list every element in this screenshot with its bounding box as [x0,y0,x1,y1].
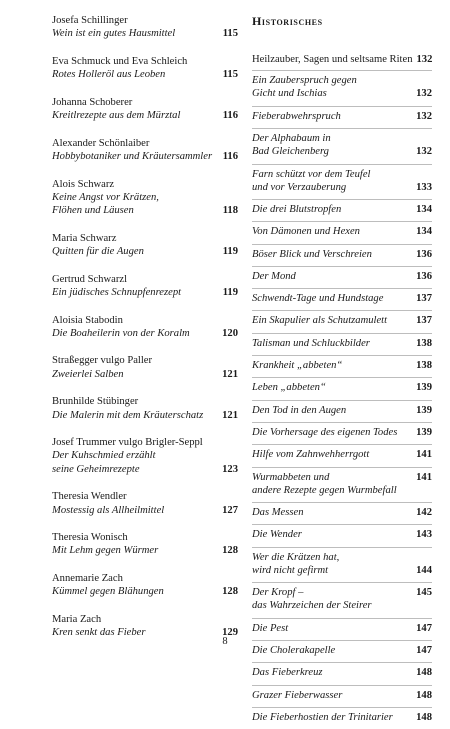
toc-item [252,448,432,461]
toc-item [252,404,432,417]
item-title: Den Tod in den Augen [252,404,347,416]
item-title: Grazer Fieberwasser [252,689,343,701]
item-title: Wer die Krätzen hat, [252,551,340,563]
entry-author: Josef Trummer vulgo Brigler-Seppl [52,437,203,449]
divider [252,128,432,129]
divider [252,467,432,468]
toc-item [252,622,432,635]
item-page: 138 [416,337,432,349]
toc-item [252,132,432,158]
toc-entry [52,436,238,476]
entry-page: 118 [222,205,238,217]
entry-page: 127 [222,504,238,516]
toc-item [252,314,432,327]
entry-title: Kren senkt das Fieber [52,627,146,639]
toc-item [252,74,432,100]
toc-entry [52,314,238,340]
item-page: 137 [416,293,432,305]
toc-entry [52,232,238,258]
item-title: Hilfe vom Zahnwehherrgott [252,449,370,461]
item-page: 134 [416,204,432,215]
toc-item [252,292,432,305]
entry-author: Brunhilde Stübinger [52,396,139,408]
toc-entry [52,137,238,163]
item-title: Das Fieberkreuz [252,667,323,679]
toc-item [252,689,432,702]
divider [252,707,432,708]
item-page: 141 [416,449,432,461]
chapter-title: Heilzauber, Sagen und seltsame Riten [252,54,413,65]
divider [252,70,432,71]
item-page: 142 [416,507,432,519]
entry-title: seine Geheimrezepte [52,463,140,475]
item-page: 133 [416,181,432,193]
divider [252,199,432,200]
entry-author: Annemarie Zach [52,573,123,585]
toc-item [252,528,432,541]
divider [252,524,432,525]
item-title: Die Cholerakapelle [252,644,336,656]
item-title: Talisman und Schluckbilder [252,337,370,349]
entry-author: Alois Schwarz [52,178,115,190]
entry-page: 119 [222,286,238,298]
item-title: Die Wender [252,529,302,541]
item-title: Bad Gleichenberg [252,146,329,158]
toc-item [252,359,432,372]
item-title: Das Messen [252,507,304,519]
item-title: Leben „abbeten“ [252,382,326,394]
item-title: wird nicht gefirmt [252,564,329,576]
divider [252,618,432,619]
toc-item [252,381,432,394]
entry-author: Josefa Schillinger [52,15,128,26]
right-column [252,14,432,729]
toc-item [252,225,432,238]
entry-title: Kreitlrezepte aus dem Mürztal [52,110,181,122]
entry-page: 119 [222,245,238,257]
item-title: Böser Blick und Verschreien [252,248,372,260]
item-page: 136 [416,248,432,260]
entry-title: Flöhen und Läusen [52,205,134,217]
divider [252,244,432,245]
toc-item [252,426,432,439]
chapter-heading [252,53,432,66]
entry-title: Rotes Holleröl aus Leoben [52,69,166,81]
entry-author: Gertrud Schwarzl [52,273,128,285]
entry-page: 121 [222,368,238,380]
toc-item [252,203,432,216]
entry-page: 121 [222,409,238,421]
toc-entry [52,395,238,421]
toc-item [252,551,432,577]
entry-author: Maria Zach [52,614,102,626]
entry-title: Die Boaheilerin von der Koralm [52,327,190,339]
toc-entry [52,273,238,299]
item-page: 147 [416,622,432,634]
divider [252,444,432,445]
entry-title: Zweierlei Salben [52,368,124,380]
entry-page: 123 [222,463,238,475]
divider [252,106,432,107]
item-title: Schwendt-Tage und Hundstage [252,293,384,305]
divider [252,333,432,334]
entry-page: 128 [222,586,238,598]
entry-title: Quitten für die Augen [52,245,144,257]
item-title: Die Pest [252,622,289,634]
entry-title: Ein jüdisches Schnupfenrezept [52,286,182,298]
item-page: 148 [416,711,432,723]
item-title: Krankheit „abbeten“ [252,360,343,372]
toc-entry [52,572,238,598]
entry-page: 116 [222,150,238,162]
entry-title: Keine Angst vor Krätzen, [52,191,159,203]
divider [252,288,432,289]
entry-author: Straßegger vulgo Paller [52,355,153,367]
item-title: Farn schützt vor dem Teufel [252,168,371,180]
item-page: 139 [416,382,432,394]
entry-page: 115 [222,28,238,40]
item-page: 132 [416,146,432,158]
entry-author: Theresia Wendler [52,491,127,503]
entry-page: 120 [222,327,238,339]
toc-entry [52,178,238,218]
item-title: Der Kropf – [252,587,304,599]
divider [252,355,432,356]
entry-page: 116 [222,110,238,122]
entry-title: Kümmel gegen Blähungen [52,586,164,598]
item-page: 132 [416,110,432,122]
toc-entry [52,55,238,81]
item-page: 145 [416,587,432,599]
entry-page: 128 [222,545,238,557]
item-title: andere Rezepte gegen Wurmbefall [252,484,397,496]
item-page: 148 [416,667,432,679]
divider [252,422,432,423]
item-title: Die Fieberhostien der Trinitarier [252,711,393,723]
item-title: Der Alphabaum in [252,133,331,144]
divider [252,266,432,267]
item-page: 148 [416,689,432,701]
entry-author: Theresia Wonisch [52,532,128,544]
entry-title: Hobbybotaniker und Kräutersammler [52,150,213,162]
item-page: 134 [416,226,432,238]
divider [252,685,432,686]
entry-author: Alexander Schönlaiber [52,137,150,149]
item-page: 138 [416,360,432,372]
toc-entry [52,354,238,380]
toc-item [252,248,432,261]
item-title: Die Vorhersage des eigenen Todes [252,426,398,438]
entry-author: Eva Schmuck und Eva Schleich [52,55,188,67]
divider [252,310,432,311]
divider [252,547,432,548]
item-title: Der Mond [252,270,296,282]
toc-entry [52,490,238,516]
item-page: 137 [416,315,432,327]
entry-author: Aloisia Stabodin [52,314,123,326]
item-page: 139 [416,404,432,416]
item-title: Gicht und Ischias [252,88,327,100]
toc-item [252,168,432,194]
entry-title: Mostessig als Allheilmittel [52,504,165,516]
page-number: 8 [222,636,228,647]
item-page: 136 [416,270,432,282]
item-title: Die drei Blutstropfen [252,204,342,215]
entry-page: 115 [222,69,238,81]
toc-item [252,337,432,350]
divider [252,582,432,583]
item-page: 139 [416,426,432,438]
entry-page: 129 [222,627,238,639]
item-title: Wurmabbeten und [252,471,330,483]
item-page: 141 [416,471,432,483]
divider [252,502,432,503]
toc-item [252,270,432,283]
toc-item [252,586,432,612]
item-title: und vor Verzauberung [252,181,347,193]
toc-item [252,110,432,123]
entry-title: Wein ist ein gutes Hausmittel [52,28,176,40]
divider [252,662,432,663]
item-title: Von Dämonen und Hexen [252,226,360,238]
item-title: Ein Skapulier als Schutzamulett [252,315,388,327]
divider [252,221,432,222]
item-title: Ein Zauberspruch gegen [252,75,357,87]
item-page: 147 [416,644,432,656]
divider [252,377,432,378]
toc-item [252,711,432,724]
item-page: 144 [416,564,432,576]
toc-entry [52,531,238,557]
section-heading: Historisches [252,14,323,28]
left-column [52,14,238,654]
entry-title: Mit Lehm gegen Würmer [52,545,159,557]
chapter-page: 132 [416,54,433,65]
entry-author: Johanna Schoberer [52,96,133,108]
entry-author: Maria Schwarz [52,232,117,244]
item-title: Fieberabwehrspruch [252,110,341,122]
item-title: das Wahrzeichen der Steirer [252,600,372,612]
entry-title: Die Malerin mit dem Kräuterschatz [52,409,204,421]
toc-item [252,471,432,497]
item-page: 143 [416,529,432,541]
toc-item [252,666,432,679]
entry-title: Der Kuhschmied erzählt [52,450,156,462]
divider [252,400,432,401]
toc-entry [52,96,238,122]
divider [252,164,432,165]
item-page: 132 [416,88,432,100]
toc-entry [52,14,238,40]
toc-item [252,506,432,519]
